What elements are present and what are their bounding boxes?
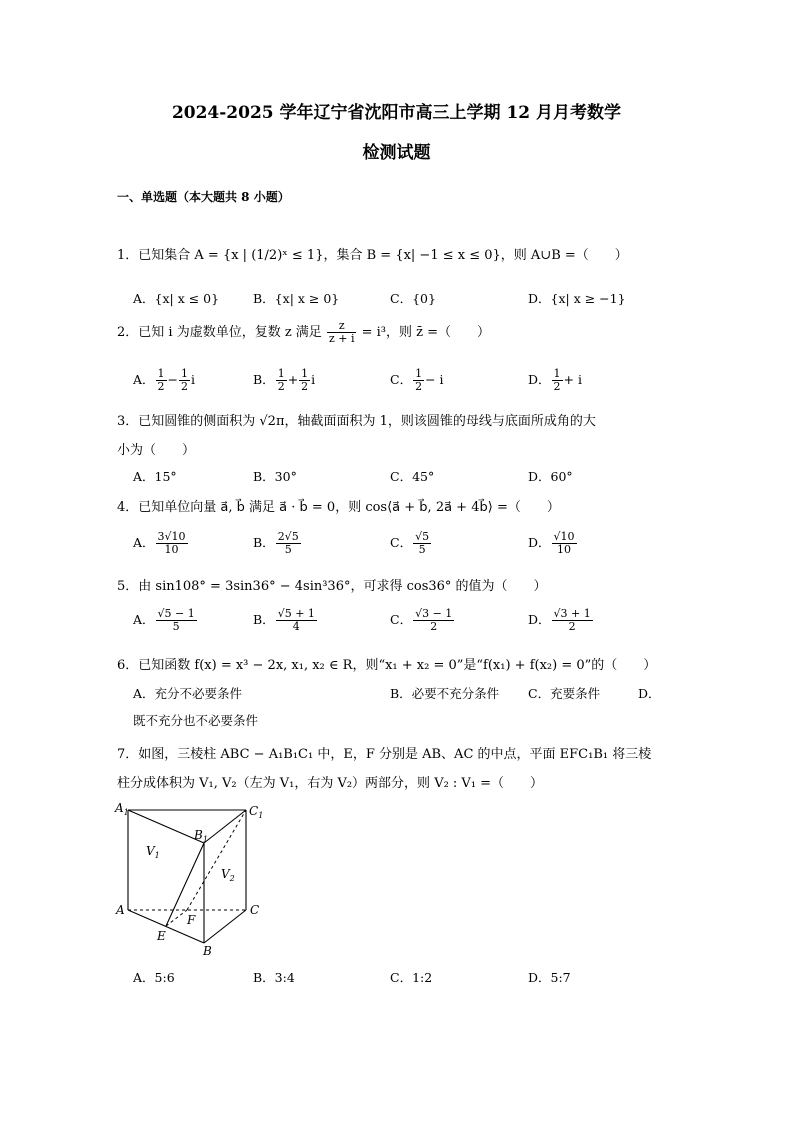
question-3-option-c: C．45° [390, 469, 435, 484]
label-a1: $A_1$ [115, 801, 129, 817]
option-a-label: A． [133, 535, 155, 550]
edge-a1b1 [128, 810, 204, 843]
option-d-suffix: + i [563, 372, 582, 387]
frac-den: 2 [157, 380, 165, 393]
document-title-line1: 2024-2025 学年辽宁省沈阳市高三上学期 12 月月考数学 [171, 103, 622, 123]
frac-num: 1 [415, 367, 423, 380]
question-2-option-b [253, 368, 315, 393]
option-b-suffix: i [311, 372, 316, 387]
frac-den: 2 [553, 380, 561, 393]
question-7-stem-line2: 柱分成体积为 V₁, V₂（左为 V₁，右为 V₂）两部分，则 V₂ : V₁ =（ ） [117, 776, 544, 791]
label-v2: $V_2$ [221, 867, 235, 883]
question-5-stem: 5．由 sin108° = 3sin36° − 4sin³36°，可求得 cos36° 的值为（ ） [117, 579, 547, 594]
frac-den: 5 [172, 620, 180, 633]
question-3-option-b: B．30° [253, 469, 297, 484]
option-d-frac [552, 531, 577, 556]
question-7-stem-line1: 7．如图，三棱柱 ABC − A₁B₁C₁ 中，E，F 分别是 AB、AC 的中点，平面 EFC₁B₁ 将三棱 [117, 747, 652, 762]
question-1-stem: 1．已知集合 A = {x | (1/2)ˣ ≤ 1}，集合 B = {x| −1 ≤ x ≤ 0}，则 A∪B =（ ） [117, 248, 628, 263]
question-6-option-a: A．充分不必要条件 [133, 686, 243, 701]
frac-num: 1 [301, 367, 309, 380]
label-b1: $B_1$ [194, 828, 208, 844]
question-5-option-a [133, 608, 198, 633]
question-1-option-c: C．{0} [390, 291, 436, 306]
option-d-label: D． [528, 372, 551, 387]
question-4-option-d [528, 531, 578, 556]
option-b-frac [276, 531, 301, 556]
label-a: A [116, 903, 125, 917]
option-b-frac-2 [299, 368, 310, 393]
prism-figure [110, 798, 270, 960]
label-f: F [187, 913, 196, 927]
option-d-frac [552, 608, 593, 633]
frac-num: 1 [181, 367, 189, 380]
frac-num: 2√5 [277, 530, 299, 543]
option-c-label: C． [390, 535, 413, 550]
option-a-frac-2 [179, 368, 190, 393]
frac-den: 2 [568, 620, 576, 633]
frac-num: 1 [277, 367, 285, 380]
question-5-option-b [253, 608, 318, 633]
question-6-option-b: B．必要不充分条件 [390, 686, 500, 701]
frac-num: √5 [415, 530, 430, 543]
frac-num: √3 − 1 [415, 607, 453, 620]
option-c-label: C． [390, 372, 413, 387]
section-heading: 一、单选题（本大题共 8 小题） [117, 190, 290, 204]
option-a-operator: − [167, 372, 179, 387]
option-c-frac [413, 608, 454, 633]
question-4-stem: 4．已知单位向量 a⃗, b⃗ 满足 a⃗ · b⃗ = 0，则 cos⟨a⃗ + b⃗, 2a⃗ + 4b⃗⟩ =（ ） [117, 500, 560, 515]
question-2-stem-post: = i³，则 z̄ =（ ） [361, 325, 491, 340]
option-c-frac [413, 368, 424, 393]
question-3-option-a: A．15° [133, 469, 177, 484]
option-c-suffix: − i [425, 372, 444, 387]
frac-den: 2 [277, 380, 285, 393]
option-a-frac-1 [156, 368, 167, 393]
question-1-option-d: D．{x| x ≥ −1} [528, 291, 626, 306]
frac-num: 1 [157, 367, 165, 380]
option-c-frac [413, 531, 431, 556]
question-5-option-d [528, 608, 594, 633]
question-1-option-b: B．{x| x ≥ 0} [253, 291, 340, 306]
edge-b1c1 [204, 810, 246, 843]
option-c-label: C． [390, 612, 413, 627]
question-2-frac-num: z [327, 320, 357, 333]
question-4-option-a [133, 531, 189, 556]
question-1-option-a: A．{x| x ≤ 0} [133, 291, 220, 306]
question-2-stem [117, 320, 490, 345]
option-b-operator: + [287, 372, 299, 387]
frac-den: 2 [415, 380, 423, 393]
question-6-option-d: D． [638, 686, 661, 701]
document-title-line2: 检测试题 [362, 143, 431, 163]
question-7-option-c: C．1:2 [390, 970, 433, 985]
frac-num: √5 − 1 [157, 607, 195, 620]
question-2-option-d [528, 368, 582, 393]
frac-den: 4 [292, 620, 300, 633]
question-4-option-c [390, 531, 432, 556]
frac-den: 5 [284, 543, 292, 556]
option-a-suffix: i [191, 372, 196, 387]
question-6-stem: 6．已知函数 f(x) = x³ − 2x, x₁, x₂ ∈ R，则“x₁ + x₂ = 0”是“f(x₁) + f(x₂) = 0”的（ ） [117, 658, 657, 673]
frac-num: √5 + 1 [277, 607, 315, 620]
question-2-fraction [327, 320, 357, 345]
frac-den: 2 [430, 620, 438, 633]
option-a-frac [156, 608, 197, 633]
frac-den: 10 [164, 543, 179, 556]
frac-den: 10 [557, 543, 572, 556]
option-b-frac [276, 608, 317, 633]
question-6-option-d-text: 既不充分也不必要条件 [133, 713, 259, 728]
option-d-label: D． [528, 535, 551, 550]
label-b: B [203, 944, 212, 958]
label-c1: $C_1$ [249, 804, 264, 820]
question-3-stem-line1: 3．已知圆锥的侧面积为 √2π，轴截面面积为 1，则该圆锥的母线与底面所成角的大 [117, 414, 596, 429]
option-d-frac [552, 368, 563, 393]
option-b-label: B． [253, 372, 275, 387]
option-b-frac-1 [276, 368, 287, 393]
question-3-stem-line2: 小为（ ） [117, 443, 196, 458]
option-d-label: D． [528, 612, 551, 627]
question-7-option-a: A．5:6 [133, 970, 175, 985]
edge-eb1 [166, 843, 204, 926]
label-e: E [157, 929, 166, 943]
frac-num: √10 [553, 530, 575, 543]
frac-den: 2 [301, 380, 309, 393]
question-7-option-d: D．5:7 [528, 970, 571, 985]
question-3-option-d: D．60° [528, 469, 573, 484]
label-c: C [250, 903, 260, 917]
label-v1: $V_1$ [146, 844, 160, 860]
option-a-label: A． [133, 372, 155, 387]
question-2-option-c [390, 368, 444, 393]
question-6-option-c: C．充要条件 [528, 686, 601, 701]
question-2-option-a [133, 368, 195, 393]
frac-num: 3√10 [157, 530, 186, 543]
option-a-label: A． [133, 612, 155, 627]
frac-num: 1 [553, 367, 561, 380]
frac-den: 2 [181, 380, 189, 393]
option-a-frac [156, 531, 188, 556]
question-5-option-c [390, 608, 455, 633]
question-7-option-b: B．3:4 [253, 970, 295, 985]
option-b-label: B． [253, 535, 275, 550]
frac-num: √3 + 1 [553, 607, 591, 620]
edge-bc [204, 910, 246, 943]
question-2-frac-den: z + i [328, 332, 355, 345]
question-4-option-b [253, 531, 302, 556]
option-b-label: B． [253, 612, 275, 627]
frac-den: 5 [418, 543, 426, 556]
question-2-stem-pre: 2．已知 i 为虚数单位，复数 z 满足 [117, 325, 322, 340]
